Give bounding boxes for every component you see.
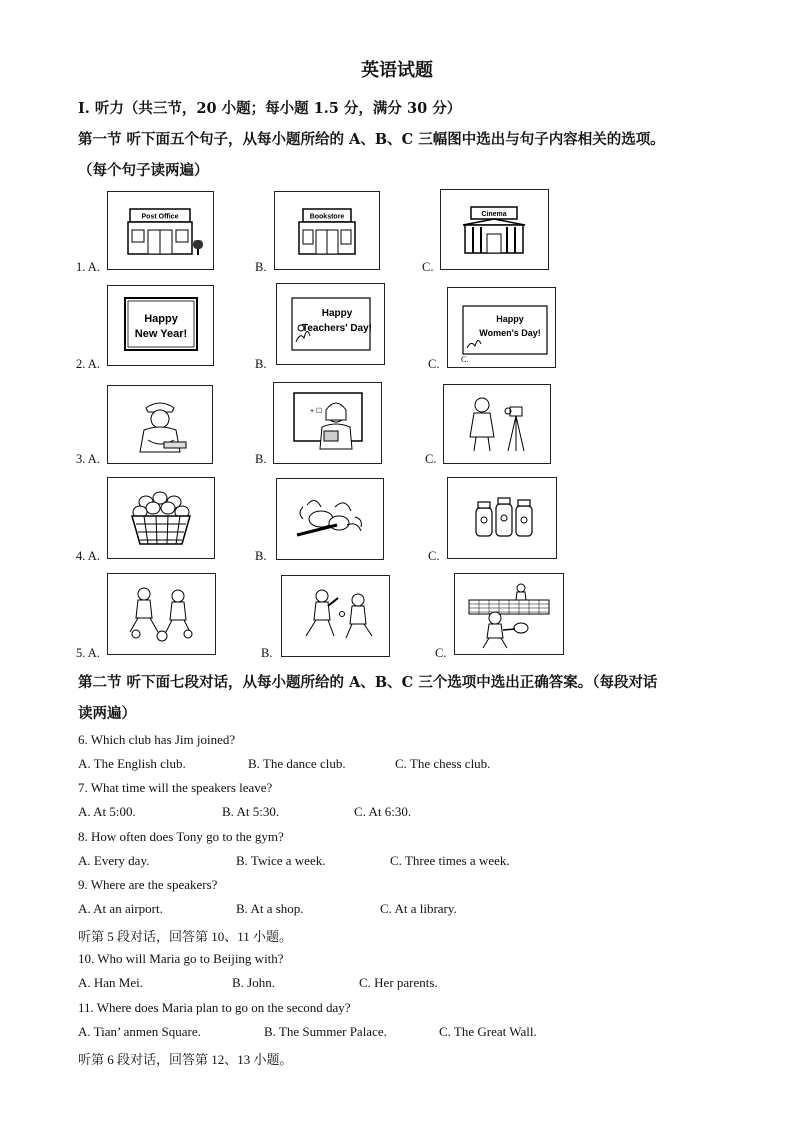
q1-label-c: C.	[422, 260, 434, 274]
card-line1: Happy	[144, 313, 178, 325]
q7-option-b[interactable]: B. At 5:30.	[222, 804, 280, 819]
q3-label-a: 3. A.	[76, 452, 100, 466]
svg-text:C.: C.	[461, 355, 469, 364]
question-9: 9. Where are the speakers?	[78, 877, 218, 892]
q7-option-c[interactable]: C. At 6:30.	[354, 804, 412, 819]
q11-option-b[interactable]: B. The Summer Palace.	[264, 1024, 387, 1039]
card-line2: New Year!	[134, 328, 188, 340]
q2-picture-c[interactable]	[447, 287, 556, 368]
q3-label-c: C.	[425, 452, 437, 466]
q2-label-a: 2. A.	[76, 357, 100, 371]
q8-option-b[interactable]: B. Twice a week.	[236, 853, 326, 868]
q1-label-a: 1. A.	[76, 260, 100, 274]
section2-instruction-line2: 读两遍）	[78, 705, 136, 722]
q4-label-c: C.	[428, 549, 440, 563]
svg-text:Happy: Happy	[321, 308, 353, 319]
question-7: 7. What time will the speakers leave?	[78, 780, 273, 795]
q10-option-a[interactable]: A. Han Mei.	[78, 975, 143, 990]
question-6: 6. Which club has Jim joined?	[78, 732, 236, 747]
question-10: 10. Who will Maria go to Beijing with?	[78, 951, 284, 966]
q9-option-b[interactable]: B. At a shop.	[236, 901, 304, 916]
post-office-sign: Post Office	[141, 213, 179, 221]
q11-option-c[interactable]: C. The Great Wall.	[439, 1024, 537, 1039]
q8-option-c[interactable]: C. Three times a week.	[390, 853, 510, 868]
q8-option-a[interactable]: A. Every day.	[78, 853, 150, 868]
bookstore-sign: Bookstore	[309, 213, 345, 221]
section1-instruction-line2: （每个句子读两遍）	[78, 162, 209, 179]
q1-picture-b[interactable]	[274, 191, 380, 270]
q2-picture-a[interactable]	[107, 285, 214, 366]
q9-option-c[interactable]: C. At a library.	[380, 901, 457, 916]
q3-picture-c[interactable]	[443, 384, 551, 464]
dialogue-5-note: 听第 5 段对话，回答第 10、11 小题。	[78, 929, 293, 944]
q4-label-a: 4. A.	[76, 549, 100, 563]
section2-instruction-line1: 第二节 听下面七段对话，从每小题所给的 A、B、C 三个选项中选出正确答案。（每段对话	[78, 674, 658, 691]
q3-picture-a[interactable]	[107, 385, 213, 464]
q5-picture-c[interactable]	[454, 573, 564, 655]
svg-text:Teachers' Day!: Teachers' Day!	[301, 323, 373, 334]
q5-picture-b[interactable]	[281, 575, 390, 657]
q2-label-b: B.	[255, 357, 267, 371]
q5-label-a: 5. A.	[76, 646, 100, 660]
section1-instruction-line1: 第一节 听下面五个句子，从每小题所给的 A、B、C 三幅图中选出与句子内容相关的选项。	[78, 131, 665, 148]
q6-option-a[interactable]: A. The English club.	[78, 756, 186, 771]
q1-picture-a[interactable]	[107, 191, 214, 270]
q10-option-c[interactable]: C. Her parents.	[359, 975, 438, 990]
q5-label-b: B.	[261, 646, 273, 660]
q2-label-c: C.	[428, 357, 440, 371]
q5-picture-a[interactable]	[107, 573, 216, 655]
q6-option-b[interactable]: B. The dance club.	[248, 756, 346, 771]
q4-picture-a[interactable]	[107, 477, 215, 559]
q1-picture-c[interactable]	[440, 189, 549, 270]
q3-label-b: B.	[255, 452, 267, 466]
q9-option-a[interactable]: A. At an airport.	[78, 901, 163, 916]
q10-option-b[interactable]: B. John.	[232, 975, 275, 990]
svg-text:+ ☐: + ☐	[310, 408, 323, 415]
svg-text:Women's Day!: Women's Day!	[479, 328, 541, 338]
q7-option-a[interactable]: A. At 5:00.	[78, 804, 136, 819]
question-11: 11. Where does Maria plan to go on the second day?	[78, 1000, 351, 1015]
question-8: 8. How often does Tony go to the gym?	[78, 829, 284, 844]
q6-option-c[interactable]: C. The chess club.	[395, 756, 491, 771]
q2-picture-b[interactable]	[276, 283, 385, 365]
part1-heading: Ⅰ. 听力（共三节，20 小题；每小题 1.5 分，满分 30 分）	[78, 100, 462, 117]
q1-label-b: B.	[255, 260, 267, 274]
q3-picture-b[interactable]	[273, 382, 382, 464]
q5-label-c: C.	[435, 646, 447, 660]
q4-picture-c[interactable]	[447, 477, 557, 559]
q4-label-b: B.	[255, 549, 267, 563]
cinema-sign: Cinema	[481, 211, 507, 218]
page-title: 英语试题	[361, 60, 433, 81]
q4-picture-b[interactable]	[276, 478, 384, 560]
q11-option-a[interactable]: A. Tian’ anmen Square.	[78, 1024, 201, 1039]
svg-text:Happy: Happy	[496, 314, 524, 324]
dialogue-6-note: 听第 6 段对话，回答第 12、13 小题。	[78, 1052, 293, 1067]
